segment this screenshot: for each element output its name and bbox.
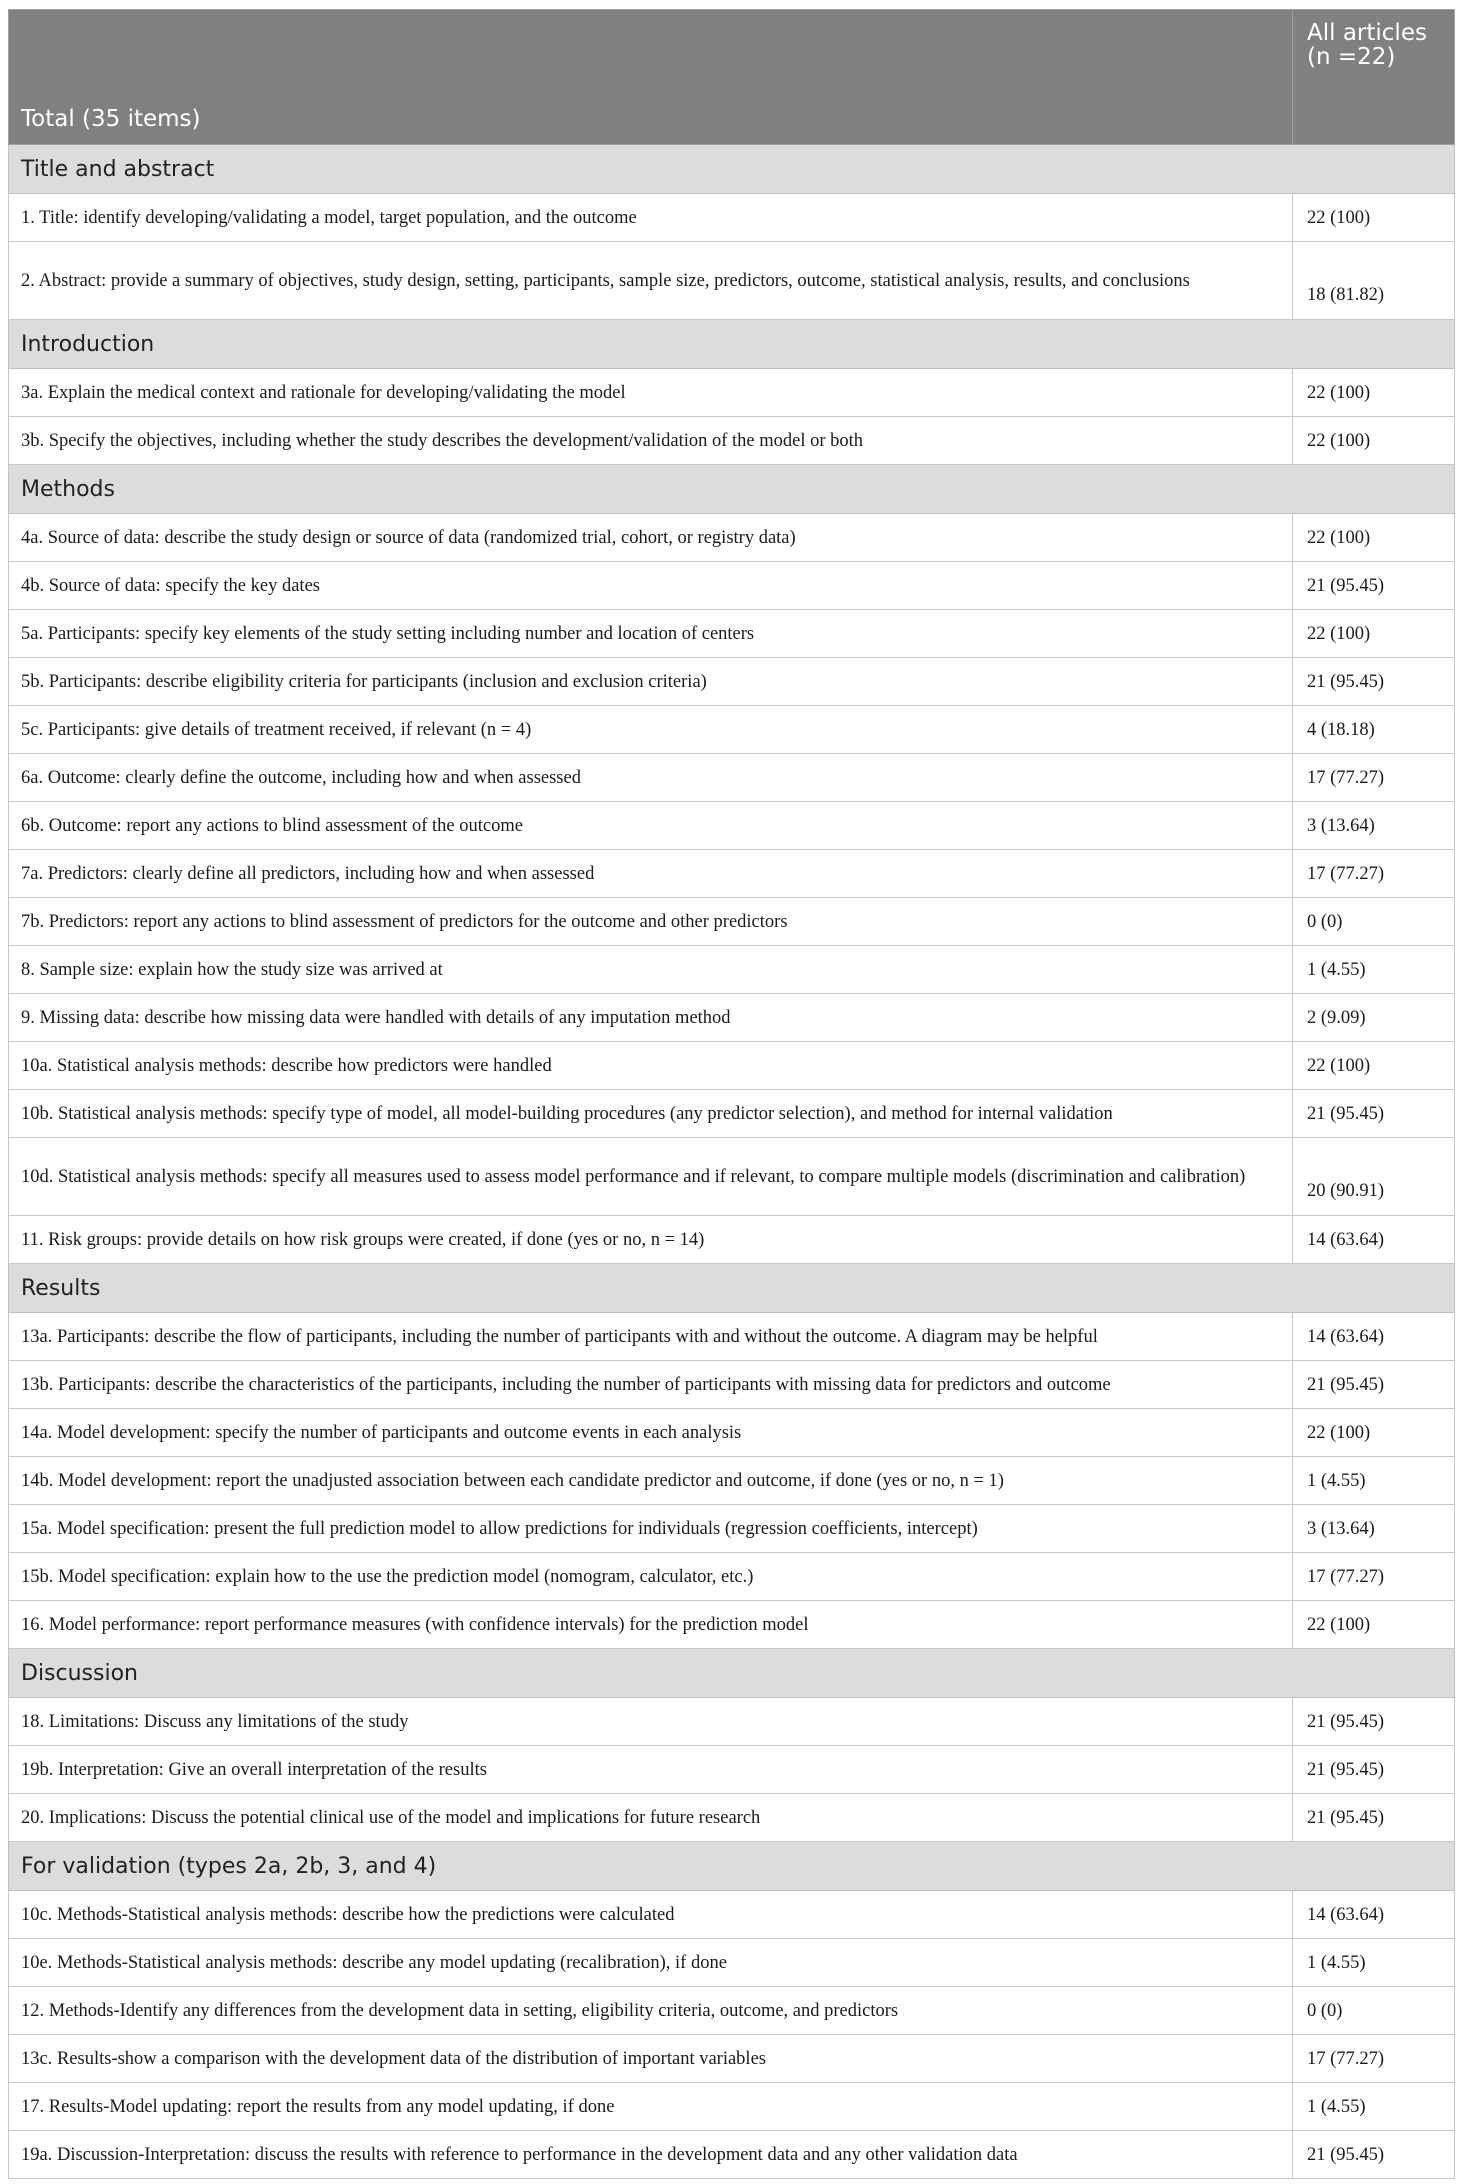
item-description: 15a. Model specification: present the full prediction model to allow predictions for individuals (regression coefficients, intercept) — [9, 1505, 1293, 1553]
item-count: 1 (4.55) — [1293, 1457, 1455, 1505]
item-description: 15b. Model specification: explain how to the use the prediction model (nomogram, calculator, etc.) — [9, 1553, 1293, 1601]
section-title: Results — [9, 1264, 1455, 1313]
table-row — [9, 946, 1455, 994]
item-description: 17. Results-Model updating: report the results from any model updating, if done — [9, 2083, 1293, 2131]
table-row — [9, 1216, 1455, 1264]
table-row — [9, 706, 1455, 754]
item-description: 7b. Predictors: report any actions to blind assessment of predictors for the outcome and other predictors — [9, 898, 1293, 946]
item-count: 0 (0) — [1293, 898, 1455, 946]
item-count: 18 (81.82) — [1293, 242, 1455, 320]
section-header-row — [9, 465, 1455, 514]
table-row — [9, 610, 1455, 658]
item-description: 19a. Discussion-Interpretation: discuss the results with reference to performance in the development data and any other validation data — [9, 2131, 1293, 2179]
item-count: 3 (13.64) — [1293, 1505, 1455, 1553]
item-description: 16. Model performance: report performance measures (with confidence intervals) for the prediction model — [9, 1601, 1293, 1649]
table-row — [9, 754, 1455, 802]
item-count: 17 (77.27) — [1293, 2035, 1455, 2083]
table-row — [9, 1553, 1455, 1601]
table-row — [9, 1090, 1455, 1138]
section-header-row — [9, 1264, 1455, 1313]
item-description: 14b. Model development: report the unadjusted association between each candidate predictor and outcome, if done (yes or no, n = 1) — [9, 1457, 1293, 1505]
table-row — [9, 2083, 1455, 2131]
table-row — [9, 1987, 1455, 2035]
section-header-row — [9, 1649, 1455, 1698]
item-description: 7a. Predictors: clearly define all predictors, including how and when assessed — [9, 850, 1293, 898]
item-count: 21 (95.45) — [1293, 1361, 1455, 1409]
table-row — [9, 1361, 1455, 1409]
table-row — [9, 514, 1455, 562]
section-title: Discussion — [9, 1649, 1455, 1698]
item-count: 22 (100) — [1293, 514, 1455, 562]
item-count: 17 (77.27) — [1293, 754, 1455, 802]
all-articles-header — [1293, 10, 1455, 145]
item-count: 14 (63.64) — [1293, 1216, 1455, 1264]
table-row — [9, 2035, 1455, 2083]
table-row — [9, 1794, 1455, 1842]
item-count: 21 (95.45) — [1293, 562, 1455, 610]
item-count: 21 (95.45) — [1293, 1746, 1455, 1794]
item-count: 2 (9.09) — [1293, 994, 1455, 1042]
table-header — [9, 10, 1455, 145]
item-count: 22 (100) — [1293, 369, 1455, 417]
item-description: 13c. Results-show a comparison with the development data of the distribution of important variables — [9, 2035, 1293, 2083]
item-description: 13b. Participants: describe the characteristics of the participants, including the number of participants with missing data for predictors and outcome — [9, 1361, 1293, 1409]
item-count: 1 (4.55) — [1293, 1939, 1455, 1987]
item-description: 13a. Participants: describe the flow of participants, including the number of participants with and without the outcome. A diagram may be helpful — [9, 1313, 1293, 1361]
item-count: 21 (95.45) — [1293, 2131, 1455, 2179]
section-header-row — [9, 320, 1455, 369]
item-count: 17 (77.27) — [1293, 1553, 1455, 1601]
item-description: 8. Sample size: explain how the study size was arrived at — [9, 946, 1293, 994]
table-row — [9, 1939, 1455, 1987]
item-description: 5b. Participants: describe eligibility criteria for participants (inclusion and exclusion criteria) — [9, 658, 1293, 706]
item-count: 3 (13.64) — [1293, 802, 1455, 850]
table-row — [9, 994, 1455, 1042]
table-row — [9, 1891, 1455, 1939]
item-count: 1 (4.55) — [1293, 946, 1455, 994]
item-count: 14 (63.64) — [1293, 1313, 1455, 1361]
table-row — [9, 898, 1455, 946]
table-row — [9, 850, 1455, 898]
table-body — [9, 145, 1455, 2179]
item-description: 5c. Participants: give details of treatment received, if relevant (n = 4) — [9, 706, 1293, 754]
item-count: 21 (95.45) — [1293, 1090, 1455, 1138]
item-description: 10d. Statistical analysis methods: specify all measures used to assess model performance and if relevant, to compare multiple models (discrimination and calibration) — [9, 1138, 1293, 1216]
table-row — [9, 2131, 1455, 2179]
item-count: 22 (100) — [1293, 1042, 1455, 1090]
table-row — [9, 658, 1455, 706]
item-count: 22 (100) — [1293, 610, 1455, 658]
table-row — [9, 194, 1455, 242]
table-row — [9, 369, 1455, 417]
table-row — [9, 1746, 1455, 1794]
item-description: 4a. Source of data: describe the study design or source of data (randomized trial, cohort, or registry data) — [9, 514, 1293, 562]
item-count: 22 (100) — [1293, 417, 1455, 465]
checklist-table — [8, 9, 1455, 2179]
all-articles-header-line2: (n =22) — [1307, 44, 1396, 70]
item-description: 11. Risk groups: provide details on how risk groups were created, if done (yes or no, n = 14) — [9, 1216, 1293, 1264]
table-row — [9, 1138, 1455, 1216]
table-row — [9, 562, 1455, 610]
item-count: 21 (95.45) — [1293, 658, 1455, 706]
item-description: 4b. Source of data: specify the key dates — [9, 562, 1293, 610]
table-row — [9, 242, 1455, 320]
item-count: 4 (18.18) — [1293, 706, 1455, 754]
section-title: For validation (types 2a, 2b, 3, and 4) — [9, 1842, 1455, 1891]
table-container — [8, 9, 1454, 2179]
item-count: 21 (95.45) — [1293, 1794, 1455, 1842]
table-row — [9, 1457, 1455, 1505]
table-row — [9, 417, 1455, 465]
total-items-header: Total (35 items) — [9, 10, 1293, 145]
table-row — [9, 1313, 1455, 1361]
table-row — [9, 1042, 1455, 1090]
section-title: Methods — [9, 465, 1455, 514]
item-description: 19b. Interpretation: Give an overall interpretation of the results — [9, 1746, 1293, 1794]
table-row — [9, 1601, 1455, 1649]
item-description: 6a. Outcome: clearly define the outcome, including how and when assessed — [9, 754, 1293, 802]
item-count: 0 (0) — [1293, 1987, 1455, 2035]
item-description: 10c. Methods-Statistical analysis methods: describe how the predictions were calculated — [9, 1891, 1293, 1939]
table-row — [9, 1505, 1455, 1553]
item-description: 2. Abstract: provide a summary of objectives, study design, setting, participants, sample size, predictors, outcome, statistical analysis, results, and conclusions — [9, 242, 1293, 320]
item-description: 10b. Statistical analysis methods: specify type of model, all model-building procedures (any predictor selection), and method for internal validation — [9, 1090, 1293, 1138]
item-description: 20. Implications: Discuss the potential clinical use of the model and implications for future research — [9, 1794, 1293, 1842]
item-count: 17 (77.27) — [1293, 850, 1455, 898]
section-title: Introduction — [9, 320, 1455, 369]
item-description: 10e. Methods-Statistical analysis methods: describe any model updating (recalibration), if done — [9, 1939, 1293, 1987]
section-header-row — [9, 145, 1455, 194]
table-row — [9, 1698, 1455, 1746]
item-count: 1 (4.55) — [1293, 2083, 1455, 2131]
item-count: 20 (90.91) — [1293, 1138, 1455, 1216]
section-title: Title and abstract — [9, 145, 1455, 194]
item-count: 14 (63.64) — [1293, 1891, 1455, 1939]
item-description: 18. Limitations: Discuss any limitations of the study — [9, 1698, 1293, 1746]
item-description: 6b. Outcome: report any actions to blind assessment of the outcome — [9, 802, 1293, 850]
item-count: 22 (100) — [1293, 194, 1455, 242]
item-description: 3b. Specify the objectives, including whether the study describes the development/validation of the model or both — [9, 417, 1293, 465]
item-description: 1. Title: identify developing/validating a model, target population, and the outcome — [9, 194, 1293, 242]
item-count: 22 (100) — [1293, 1601, 1455, 1649]
section-header-row — [9, 1842, 1455, 1891]
item-description: 9. Missing data: describe how missing data were handled with details of any imputation method — [9, 994, 1293, 1042]
item-description: 12. Methods-Identify any differences from the development data in setting, eligibility criteria, outcome, and predictors — [9, 1987, 1293, 2035]
item-description: 10a. Statistical analysis methods: describe how predictors were handled — [9, 1042, 1293, 1090]
item-description: 5a. Participants: specify key elements of the study setting including number and location of centers — [9, 610, 1293, 658]
table-row — [9, 802, 1455, 850]
item-description: 3a. Explain the medical context and rationale for developing/validating the model — [9, 369, 1293, 417]
item-count: 21 (95.45) — [1293, 1698, 1455, 1746]
item-description: 14a. Model development: specify the number of participants and outcome events in each analysis — [9, 1409, 1293, 1457]
item-count: 22 (100) — [1293, 1409, 1455, 1457]
table-row — [9, 1409, 1455, 1457]
all-articles-header-line1: All articles — [1307, 20, 1427, 46]
